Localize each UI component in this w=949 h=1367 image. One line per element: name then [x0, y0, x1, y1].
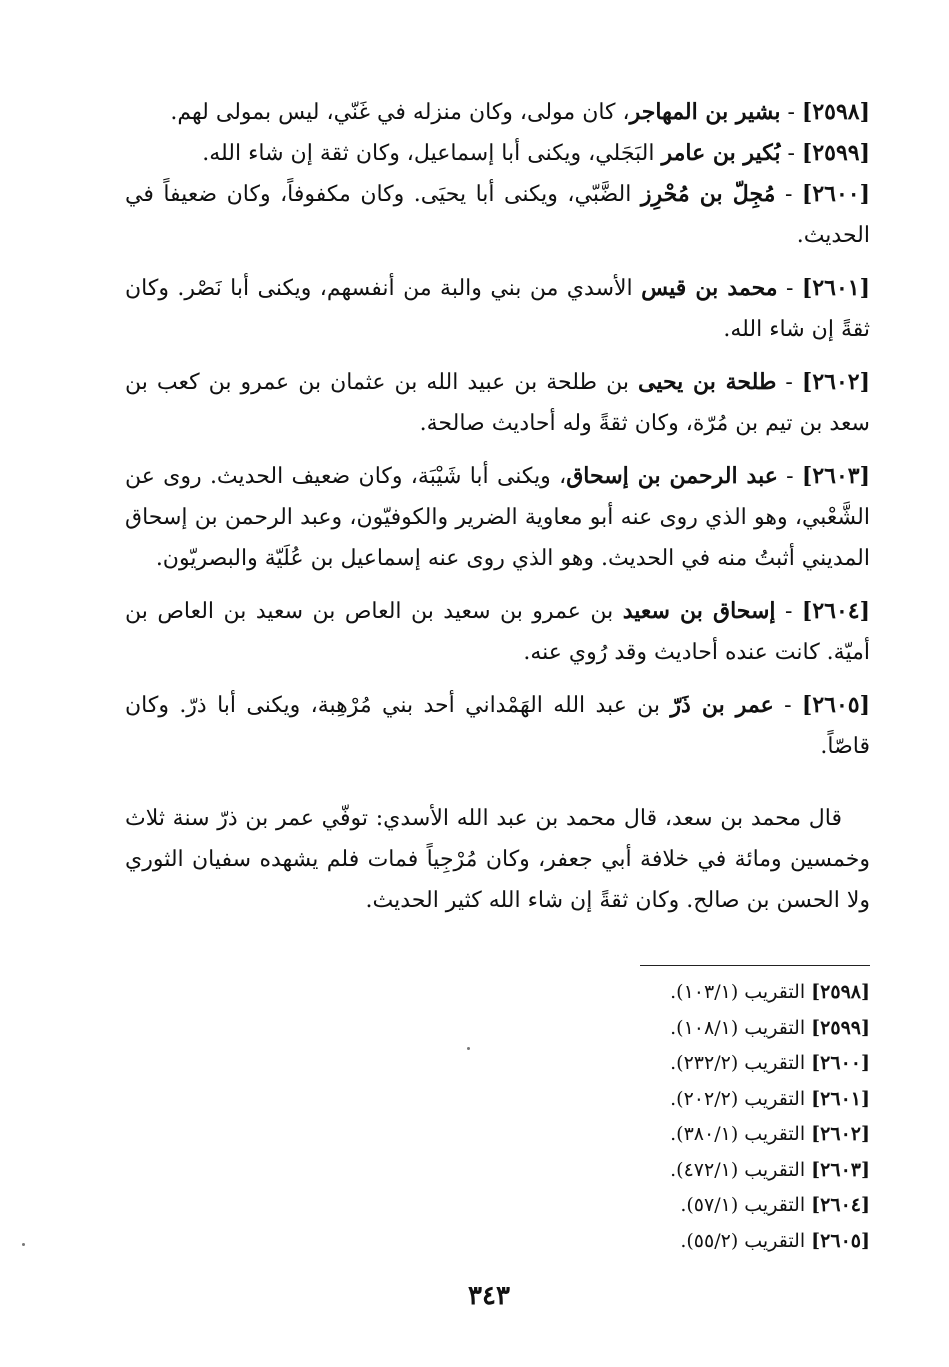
- entry-number: [٢٦٠٠]: [801, 181, 871, 207]
- footnote-text: التقريب (٤٧٢/١).: [670, 1158, 812, 1181]
- entry-2598: [٢٥٩٨] - بشير بن المهاجر، كان مولى، وكان منزله في غَنّي، ليس بمولى لهم.: [170, 99, 870, 125]
- footnote-item: [560, 1224, 870, 1260]
- entry-number: [٢٦٠٣]: [801, 463, 870, 489]
- footnote-item: [560, 1082, 870, 1118]
- entry-2605: [٢٦٠٥] - عمر بن ذَرّ بن عبد الله الهَمْداني أحد بني مُرْهِبة، ويكنى أبا ذرّ. وكان قاصّاً.: [125, 692, 870, 759]
- entry-name: عبد الرحمن بن إسحاق: [566, 463, 778, 489]
- entry-number: [٢٥٩٩]: [801, 140, 870, 166]
- footnote-text: التقريب (٣٨٠/١).: [670, 1123, 812, 1145]
- footnote-text: التقريب (١٠٨/١).: [670, 1016, 812, 1039]
- entry-2604: [٢٦٠٤] - إسحاق بن سعيد بن عمرو بن سعيد بن العاص بن سعيد بن العاص بن أميّة. كانت عنده أحاديث وقد رُوي عنه.: [125, 598, 870, 665]
- entry-2601: [٢٦٠١] - محمد بن قيس الأسدي من بني والبة من أنفسهم، ويكنى أبا نَصْر. وكان ثقةً إن شاء الله.: [125, 275, 870, 342]
- entry-number: [٢٦٠٤]: [801, 598, 870, 624]
- entry-text: بن عبد الله الهَمْداني أحد بني مُرْهِبة، ويكنى أبا ذرّ. وكان قاصّاً.: [125, 693, 870, 759]
- footnote-item: [560, 1046, 870, 1082]
- footnote-item: [560, 1188, 870, 1224]
- footnote-number: [٢٥٩٩]: [811, 1016, 870, 1039]
- footnote-number: [٢٦٠٣]: [811, 1158, 870, 1181]
- footnote-item: [560, 1011, 870, 1047]
- entry-2599: [٢٥٩٩] - بُكير بن عامر البَجَلي، ويكنى أبا إسماعيل، وكان ثقة إن شاء الله.: [202, 140, 870, 166]
- footnote-item: [560, 1117, 870, 1153]
- footnote-text: التقريب (١٠٣/١).: [670, 981, 812, 1003]
- entry-2602: [٢٦٠٢] - طلحة بن يحيى بن طلحة بن عبيد الله بن عثمان بن عمرو بن كعب بن سعد بن تيم بن مُرّة، وكان ثقةً وله أحاديث صالحة.: [125, 369, 870, 436]
- page-number: ٣٤٣: [468, 1281, 510, 1311]
- entry-text: بن عمرو بن سعيد بن العاص بن سعيد بن العاص بن أميّة. كانت عنده أحاديث وقد رُوي عنه.: [125, 599, 870, 665]
- footnote-divider: [640, 965, 870, 966]
- footnote-number: [٢٦٠٥]: [811, 1229, 870, 1252]
- closing-note: قال محمد بن سعد، قال محمد بن عبد الله الأسدي: توفّي عمر بن ذرّ سنة ثلاث وخمسين ومائة في خلافة أبي جعفر، وكان مُرْجِياً فمات فلم يشهده سفيان الثوري ولا الحسن بن صالح. وكان ثقةً إن شاء الله كثير الحديث.: [125, 806, 870, 913]
- entry-2603: [٢٦٠٣] - عبد الرحمن بن إسحاق، ويكنى أبا شَيْبَة، وكان ضعيف الحديث. روى عن الشَّعْبي، وهو الذي روى عنه أبو معاوية الضرير والكوفيّون، وعبد الرحمن بن إسحاق المديني أثبتُ منه في الحديث. وهو الذي روى عنه إسماعيل بن عُلَيّة والبصريّون.: [125, 463, 870, 571]
- entry-name: إسحاق بن سعيد: [622, 598, 776, 624]
- entry-name: طلحة بن يحيى: [638, 369, 777, 395]
- footnote-number: [٢٦٠٠]: [811, 1052, 870, 1074]
- entry-name: محمد بن قيس: [641, 275, 778, 301]
- entry-text: الأسدي من بني والبة من أنفسهم، ويكنى أبا نَصْر. وكان ثقةً إن شاء الله.: [125, 276, 870, 342]
- entry-text: الضَّبّي، ويكنى أبا يحيَى. وكان مكفوفاً، وكان ضعيفاً في الحديث.: [125, 182, 870, 248]
- footnotes-list: [560, 975, 870, 1259]
- footnote-number: [٢٦٠٤]: [811, 1194, 870, 1216]
- footnote-number: [٢٥٩٨]: [811, 981, 870, 1003]
- scan-speck: [467, 1047, 470, 1050]
- entry-text: البَجَلي، ويكنى أبا إسماعيل، وكان ثقة إن شاء الله.: [202, 141, 662, 166]
- biography-entries: [125, 92, 870, 779]
- footnote-text: التقريب (٥٧/١).: [680, 1194, 812, 1216]
- footnote-number: [٢٦٠٢]: [811, 1123, 870, 1145]
- entry-name: بُكير بن عامر: [661, 140, 781, 166]
- entry-name: مُجِلّ بن مُحْرِز: [640, 181, 776, 207]
- footnote-item: [560, 975, 870, 1011]
- entry-number: [٢٦٠٢]: [801, 369, 870, 395]
- entry-number: [٢٥٩٨]: [801, 99, 870, 125]
- scan-speck: [22, 1243, 25, 1246]
- entry-2600: [٢٦٠٠] - مُجِلّ بن مُحْرِز الضَّبّي، ويكنى أبا يحيَى. وكان مكفوفاً، وكان ضعيفاً في الحديث.: [125, 181, 871, 248]
- entry-text: ، ويكنى أبا شَيْبَة، وكان ضعيف الحديث. روى عن الشَّعْبي، وهو الذي روى عنه أبو معاوية الضرير والكوفيّون، وعبد الرحمن بن إسحاق المديني أثبتُ منه في الحديث. وهو الذي روى عنه إسماعيل بن عُلَيّة والبصريّون.: [125, 464, 870, 571]
- footnote-text: التقريب (٥٥/٢).: [680, 1229, 812, 1252]
- footnote-item: [560, 1153, 870, 1189]
- entry-number: [٢٦٠١]: [801, 275, 870, 301]
- entry-number: [٢٦٠٥]: [801, 692, 870, 718]
- entry-name: بشير بن المهاجر: [629, 99, 781, 125]
- entry-text: بن طلحة بن عبيد الله بن عثمان بن عمرو بن كعب بن سعد بن تيم بن مُرّة، وكان ثقةً وله أحاديث صالحة.: [125, 370, 870, 436]
- footnote-number: [٢٦٠١]: [811, 1087, 870, 1110]
- footnote-text: التقريب (٢٠٢/٢).: [670, 1087, 812, 1110]
- entry-name: عمر بن ذَرّ: [670, 692, 774, 718]
- entry-text: ، كان مولى، وكان منزله في غَنّي، ليس بمولى لهم.: [170, 100, 630, 125]
- footnote-text: التقريب (٢٣٢/٢).: [670, 1052, 812, 1074]
